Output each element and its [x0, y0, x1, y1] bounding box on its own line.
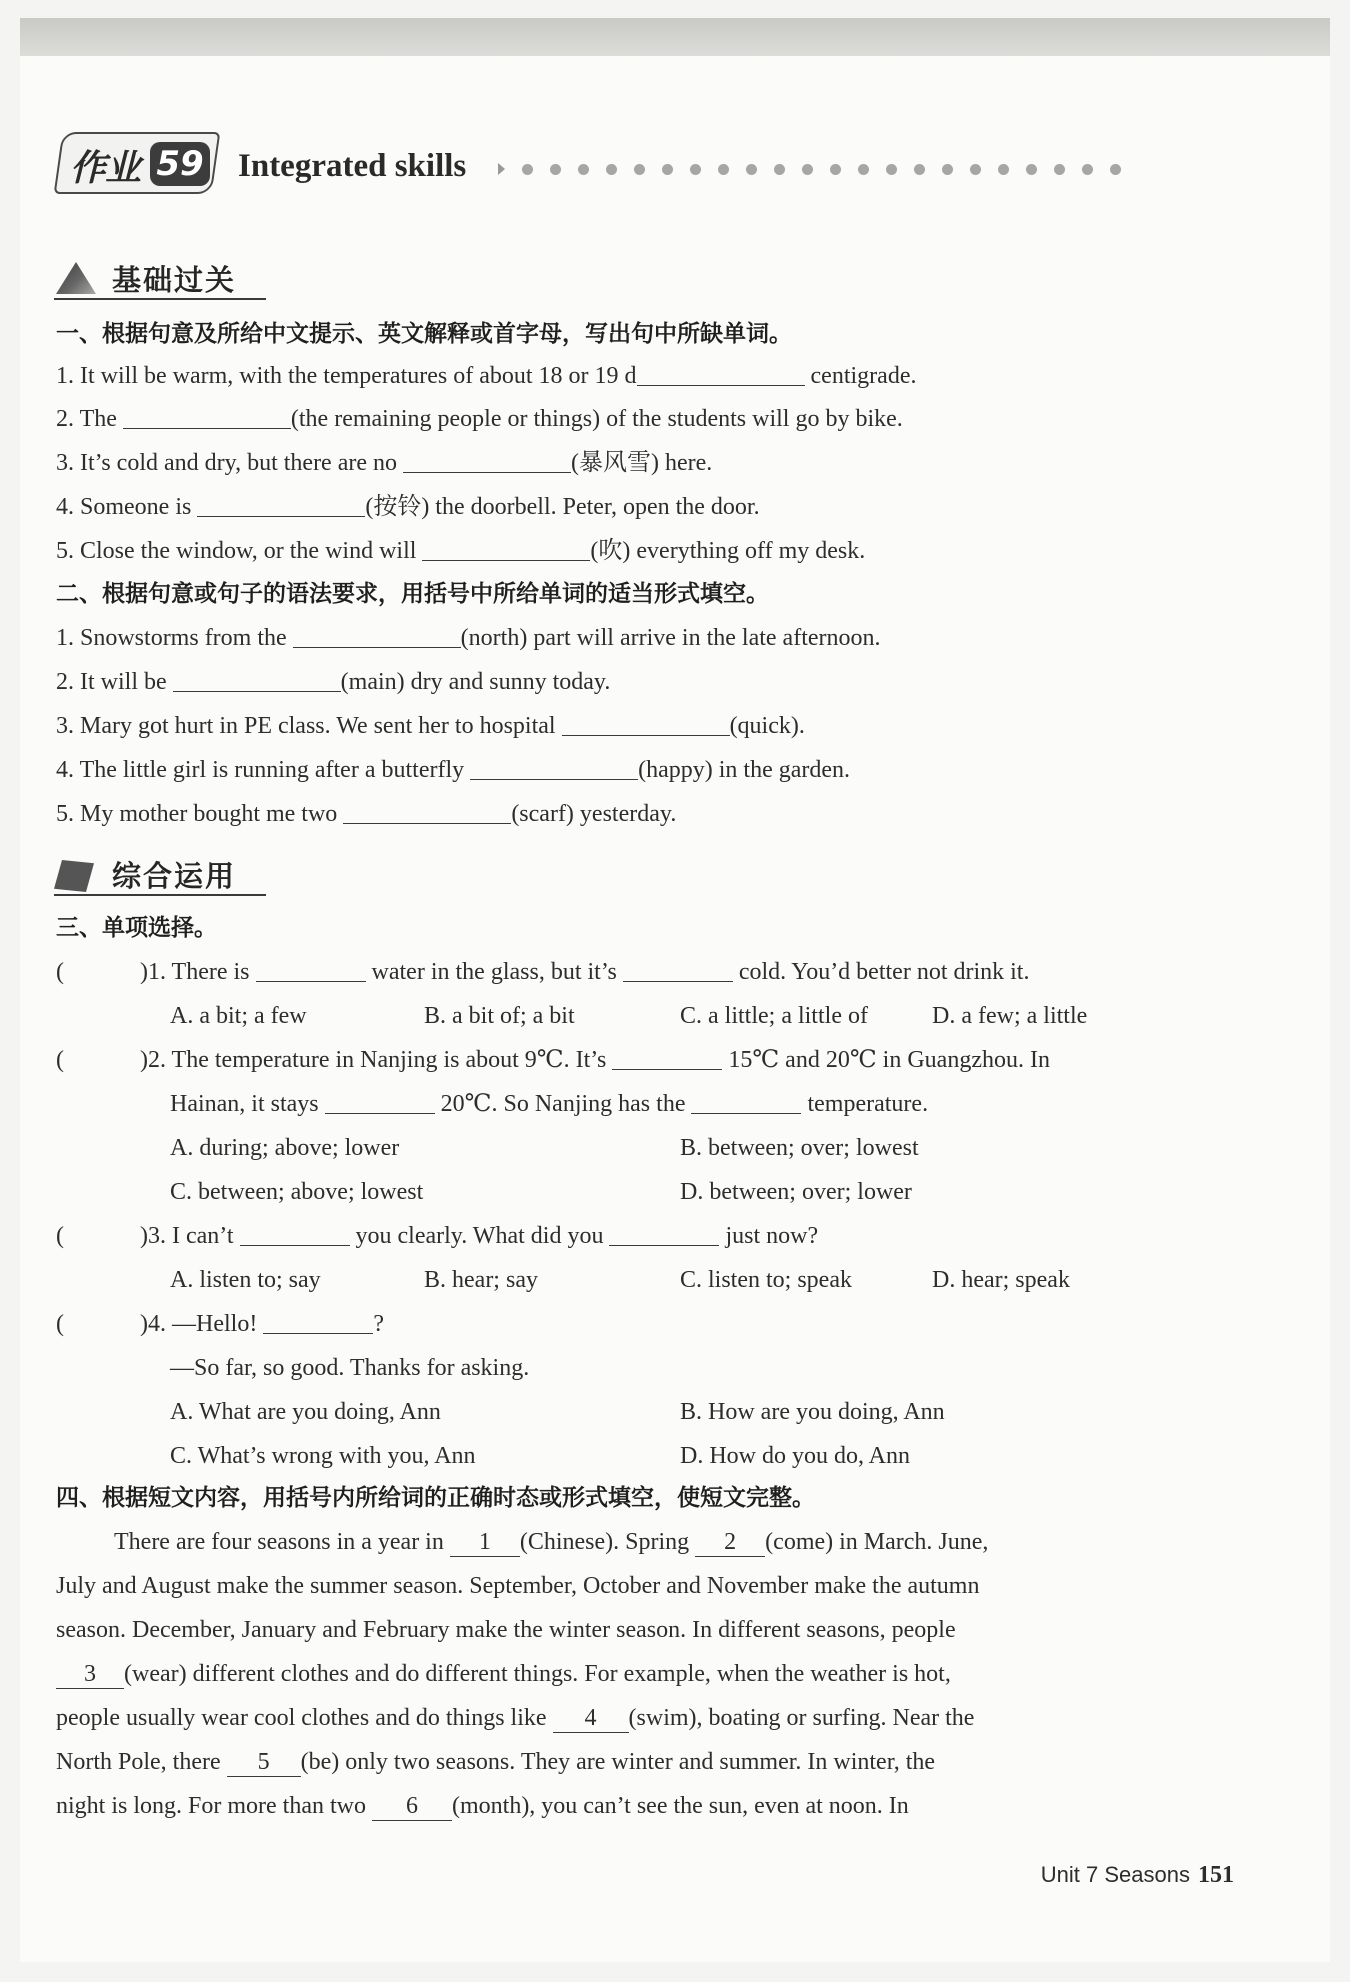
mountain-icon: [56, 262, 96, 294]
passage-line-4: 3 (wear) different clothes and do different things. For example, when the weather is hot,: [56, 1658, 951, 1690]
part4-instruction: 四、根据短文内容，用括号内所给词的正确时态或形式填空，使短文完整。: [56, 1485, 815, 1511]
answer-blank[interactable]: 5: [227, 1748, 301, 1777]
answer-blank[interactable]: [562, 712, 730, 736]
mc-question-3: ( )3. I can’t you clearly. What did you just now?: [56, 1223, 819, 1249]
arrow-icon: [498, 163, 505, 175]
page-footer: [1041, 1862, 1234, 1889]
answer-blank[interactable]: 6: [372, 1792, 452, 1821]
mc-question-2: ( )2. The temperature in Nanjing is about 9℃. It’s 15℃ and 20℃ in Guangzhou. In: [56, 1047, 1050, 1073]
option-a[interactable]: A. listen to; say: [170, 1267, 321, 1293]
section-title: 基础过关: [112, 263, 237, 297]
answer-blank[interactable]: [256, 958, 366, 982]
option-c[interactable]: C. What’s wrong with you, Ann: [170, 1443, 476, 1469]
answer-blank[interactable]: [197, 493, 365, 517]
answer-blank[interactable]: [403, 449, 571, 473]
answer-blank[interactable]: [263, 1310, 373, 1334]
answer-blank[interactable]: [637, 362, 805, 386]
title-dot-divider: [498, 164, 1121, 175]
option-d[interactable]: D. between; over; lower: [680, 1179, 912, 1205]
option-a[interactable]: A. a bit; a few: [170, 1003, 307, 1029]
passage-line-6: North Pole, there 5 (be) only two seasons. They are winter and summer. In winter, the: [56, 1749, 936, 1775]
part3-instruction: 三、单项选择。: [56, 915, 217, 941]
mc-question-2-line-2: Hainan, it stays 20℃. So Nanjing has the temperature.: [170, 1091, 929, 1117]
passage-line-2: July and August make the summer season. September, October and November make the autumn: [56, 1573, 980, 1599]
badge-text: 作业: [70, 148, 141, 189]
section-title: 综合运用: [112, 859, 237, 893]
answer-blank[interactable]: [325, 1090, 435, 1114]
part1-item-1: 1. It will be warm, with the temperatures of about 18 or 19 d centigrade.: [56, 363, 917, 389]
option-a[interactable]: A. during; above; lower: [170, 1135, 400, 1161]
option-a[interactable]: A. What are you doing, Ann: [170, 1399, 441, 1425]
section-basic-header: [54, 256, 266, 302]
scan-top-edge: [20, 18, 1330, 56]
answer-blank[interactable]: 2: [695, 1528, 765, 1557]
answer-blank[interactable]: 3: [56, 1660, 124, 1689]
passage-line-1: There are four seasons in a year in 1 (Chinese). Spring 2 (come) in March. June,: [114, 1529, 989, 1555]
option-b[interactable]: B. How are you doing, Ann: [680, 1399, 945, 1425]
part1-item-4: 4. Someone is (按铃) the doorbell. Peter, open the door.: [56, 494, 760, 520]
option-b[interactable]: B. between; over; lowest: [680, 1135, 919, 1161]
option-c[interactable]: C. between; above; lowest: [170, 1179, 424, 1205]
mc-question-1: ( )1. There is water in the glass, but it’s cold. You’d better not drink it.: [56, 959, 1030, 985]
mc-question-4-reply: —So far, so good. Thanks for asking.: [170, 1355, 530, 1381]
option-d[interactable]: D. a few; a little: [932, 1003, 1088, 1029]
page-number: 151: [1198, 1862, 1234, 1888]
mc-question-4: ( )4. —Hello! ?: [56, 1311, 384, 1337]
section-comprehensive-header: [54, 852, 266, 898]
passage-line-5: people usually wear cool clothes and do things like 4 (swim), boating or surfing. Near the: [56, 1705, 975, 1731]
answer-blank[interactable]: 1: [450, 1528, 520, 1557]
part1-item-3: 3. It’s cold and dry, but there are no (暴风雪) here.: [56, 450, 713, 476]
answer-blank[interactable]: [293, 624, 461, 648]
page-title: Integrated skills: [238, 148, 467, 184]
answer-blank[interactable]: [691, 1090, 801, 1114]
part1-item-2: 2. The (the remaining people or things) of the students will go by bike.: [56, 406, 903, 432]
option-d[interactable]: D. hear; speak: [932, 1267, 1070, 1293]
homework-badge: [58, 130, 218, 198]
option-c[interactable]: C. a little; a little of: [680, 1003, 868, 1029]
part2-item-4: 4. The little girl is running after a butterfly (happy) in the garden.: [56, 757, 851, 783]
passage-line-7: night is long. For more than two 6 (month), you can’t see the sun, even at noon. In: [56, 1793, 909, 1819]
part2-instruction: 二、根据句意或句子的语法要求，用括号中所给单词的适当形式填空。: [56, 581, 769, 607]
part2-item-2: 2. It will be (main) dry and sunny today.: [56, 669, 611, 695]
part2-item-5: 5. My mother bought me two (scarf) yesterday.: [56, 801, 677, 827]
answer-blank[interactable]: [612, 1046, 722, 1070]
option-b[interactable]: B. a bit of; a bit: [424, 1003, 575, 1029]
option-b[interactable]: B. hear; say: [424, 1267, 538, 1293]
answer-blank[interactable]: [123, 405, 291, 429]
option-d[interactable]: D. How do you do, Ann: [680, 1443, 911, 1469]
answer-blank[interactable]: [623, 958, 733, 982]
part1-instruction: 一、根据句意及所给中文提示、英文解释或首字母，写出句中所缺单词。: [56, 321, 792, 347]
answer-blank[interactable]: [609, 1222, 719, 1246]
part1-item-5: 5. Close the window, or the wind will (吹) everything off my desk.: [56, 538, 866, 564]
answer-blank[interactable]: [173, 668, 341, 692]
book-icon: [54, 860, 94, 892]
answer-blank[interactable]: [240, 1222, 350, 1246]
answer-blank[interactable]: [470, 756, 638, 780]
answer-blank[interactable]: [422, 537, 590, 561]
passage-line-3: season. December, January and February make the winter season. In different seasons, people: [56, 1617, 956, 1643]
unit-label: Unit 7 Seasons: [1040, 1862, 1190, 1887]
badge-number: 59: [150, 142, 210, 186]
part2-item-1: 1. Snowstorms from the (north) part will arrive in the late afternoon.: [56, 625, 881, 651]
option-c[interactable]: C. listen to; speak: [680, 1267, 852, 1293]
answer-blank[interactable]: [343, 800, 511, 824]
answer-blank[interactable]: 4: [553, 1704, 629, 1733]
part2-item-3: 3. Mary got hurt in PE class. We sent her to hospital (quick).: [56, 713, 805, 739]
